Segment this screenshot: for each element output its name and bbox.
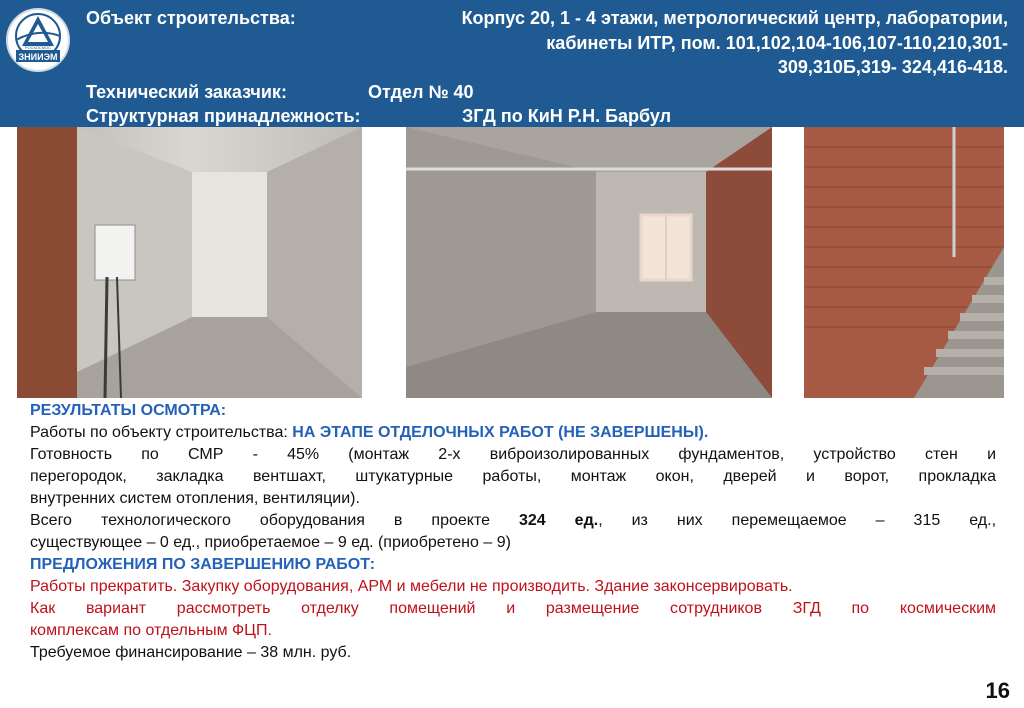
affiliation-value: ЗГД по КиН Р.Н. Барбул xyxy=(462,106,672,126)
inspection-text xyxy=(30,400,996,664)
znii-em-logo xyxy=(4,6,72,74)
header-banner xyxy=(0,0,1024,127)
funding-line: Требуемое финансирование – 38 млн. руб. xyxy=(30,644,352,661)
interior-room-window-photo xyxy=(406,127,772,398)
interior-staircase-photo xyxy=(804,127,1004,398)
equipment-prefix: Всего технологического оборудования в проекте xyxy=(30,512,519,529)
equipment-total: 324 ед. xyxy=(519,512,599,529)
affiliation-label: Структурная принадлежность: xyxy=(86,106,361,126)
customer-label: Технический заказчик: xyxy=(86,82,287,102)
status-line xyxy=(30,422,996,444)
page-number: 16 xyxy=(985,678,1010,703)
object-value-line1: Корпус 20, 1 - 4 этажи, метрологический центр, лаборатории, xyxy=(461,8,1008,28)
readiness-line2: перегородок, закладка вентшахт, штукатурные работы, монтаж окон, дверей и ворот, прокладка xyxy=(30,468,996,485)
interior-corridor-photo xyxy=(17,127,362,398)
logo-subtext: РОСКОСМОС xyxy=(24,45,52,50)
status-prefix: Работы по объекту строительства: xyxy=(30,424,293,441)
equipment-line1 xyxy=(30,510,996,532)
proposals-heading: ПРЕДЛОЖЕНИЯ ПО ЗАВЕРШЕНИЮ РАБОТ: xyxy=(30,556,376,573)
equipment-suffix: , из них перемещаемое – 315 ед., xyxy=(598,512,997,529)
object-label: Объект строительства: xyxy=(86,8,296,28)
readiness-line1: Готовность по СМР - 45% (монтаж 2-х виброизолированных фундаментов, устройство стен и xyxy=(30,446,996,463)
object-value-line2: кабинеты ИТР, пом. 101,102,104-106,107-110,210,301- xyxy=(546,33,1008,53)
results-heading: РЕЗУЛЬТАТЫ ОСМОТРА: xyxy=(30,402,227,419)
customer-value: Отдел № 40 xyxy=(368,82,474,102)
status-value: НА ЭТАПЕ ОТДЕЛОЧНЫХ РАБОТ (НЕ ЗАВЕРШЕНЫ). xyxy=(292,424,709,441)
equipment-line2: существующее – 0 ед., приобретаемое – 9 ед. (приобретено – 9) xyxy=(30,534,511,551)
object-value-line3: 309,310Б,319- 324,416-418. xyxy=(777,57,1008,77)
proposals-line3: комплексам по отдельным ФЦП. xyxy=(30,622,272,639)
logo-text: ЗНИИЭМ xyxy=(18,52,58,62)
readiness-line3: внутренних систем отопления, вентиляции). xyxy=(30,490,360,507)
proposals-line1: Работы прекратить. Закупку оборудования, АРМ и мебели не производить. Здание законсервировать. xyxy=(30,578,793,595)
proposals-line2: Как вариант рассмотреть отделку помещений и размещение сотрудников ЗГД по космическим xyxy=(30,600,996,617)
